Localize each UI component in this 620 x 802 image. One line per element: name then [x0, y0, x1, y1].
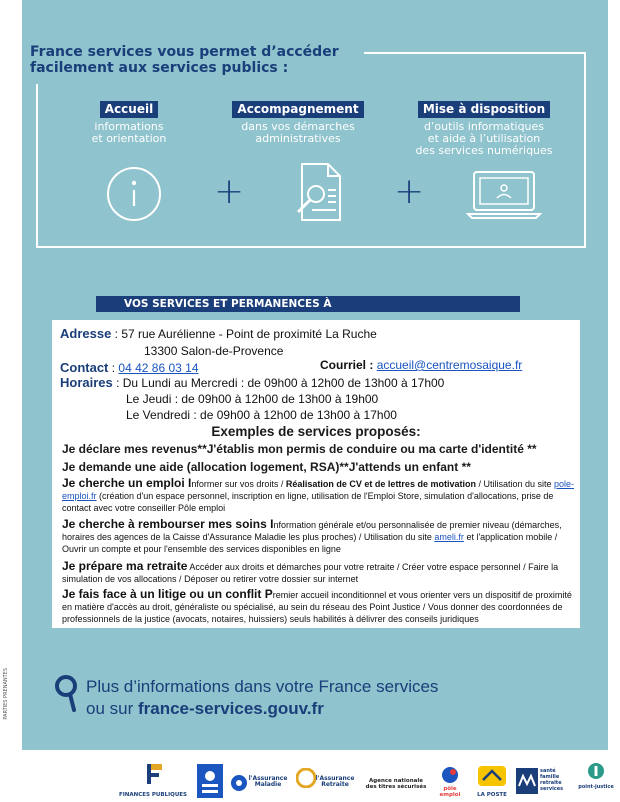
litige-title: Je fais face à un litige ou un conflit P [62, 587, 273, 601]
soins-paragraph [62, 518, 574, 555]
more-info-line1: Plus d’informations dans votre France services [86, 677, 439, 696]
assurance-maladie-logo [230, 760, 288, 802]
pole-emploi-logo [432, 760, 468, 802]
more-info-prefix: ou sur [86, 699, 138, 718]
examples-line1: Je déclare mes revenus**J'établis mon permis de conduire ou ma carte d'identité ** [62, 442, 537, 456]
side-note: PARTIES PRENANTES [3, 668, 9, 720]
ameli-link[interactable]: ameli.fr [434, 532, 464, 542]
email-row [320, 358, 522, 372]
accompagnement-desc-line1: dans vos démarches [241, 120, 355, 133]
soins-text-a: nformation générale et/ou personnalisée de premier niveau (démarches, horaires des agences de la Caisse d'Assurance Maladie les plus proches) / Utilisation du site [62, 520, 562, 542]
ants-logo [364, 760, 428, 802]
address-line2: 13300 Salon-de-Provence [144, 344, 284, 358]
litige-text: remier accueil inconditionnel et vous orienter vers un dispositif de proximité en matière d'accès au droit, généraliste ou spécialisé, au sein du réseau des Point Justice / Vous donner des coordonnées de professionnels de la justice (avocats, notaires, huissiers) seuls habilités à délivrer des conseils juridiques [62, 590, 572, 624]
la-poste-caption: LA POSTE [477, 792, 507, 798]
email-label: Courriel : [320, 358, 374, 372]
hours-line2: Le Jeudi : de 09h00 à 12h00 de 13h00 à 19h00 [126, 392, 379, 406]
finances-publiques-logo [118, 760, 188, 802]
point-justice-logo [576, 760, 616, 802]
emploi-paragraph [62, 477, 574, 514]
assurance-retraite-logo [294, 760, 358, 802]
examples-line2: Je demande une aide (allocation logement, RSA)**J'attends un enfant ** [62, 460, 471, 474]
accueil-desc-line2: et orientation [91, 132, 167, 145]
document-search-icon [288, 160, 350, 224]
litige-paragraph [62, 588, 574, 625]
phone-prefix: : [111, 361, 116, 375]
point-justice-caption: point-justice [578, 784, 614, 790]
accueil-desc-line1: informations [94, 120, 164, 133]
address-line1: : 57 rue Aurélienne - Point de proximité La Ruche [114, 327, 377, 341]
retraite-paragraph [62, 560, 574, 585]
hours-line3: Le Vendredi : de 09h00 à 12h00 de 13h00 à 17h00 [126, 408, 397, 422]
address-row [60, 326, 377, 341]
finances-publiques-caption: FINANCES PUBLIQUES [118, 792, 188, 798]
assurance-retraite-caption: l'Assurance Retraite [315, 775, 355, 788]
la-poste-logo [474, 760, 510, 802]
msa-caption: santé famille retraite services [540, 768, 564, 792]
contact-row [60, 360, 199, 375]
examples-heading: Exemples de services proposés: [211, 424, 421, 439]
france-services-link[interactable]: france-services.gouv.fr [137, 699, 324, 718]
hours-line1: : Du Lundi au Mercredi : de 09h00 à 12h00 de 13h00 à 17h00 [116, 376, 445, 390]
plus-sign-2: + [394, 171, 425, 212]
mise-a-disposition-column [404, 98, 564, 157]
emploi-cv-text: Réalisation de CV et de lettres de motivation [285, 479, 476, 489]
accueil-tag: Accueil [100, 101, 158, 118]
emploi-text-c: (création d'un espace personnel, inscription en ligne, utilisation de l'Emploi Store, simulation d'allocations, prise de contact avec votre conseiller Pôle emploi [62, 491, 554, 513]
mise-desc-line2: et aide à l’utilisation [427, 132, 541, 145]
retraite-text: Accéder aux droits et démarches pour votre retraite / Créer votre espace personnel / Faire la simulation de vos allocations / Déposer ou retirer votre dossier sur internet [62, 562, 559, 584]
info-icon [104, 164, 164, 224]
soins-text-b: et l'application mobile / Ouvrir un compte et pour l'ensemble des services disponibles en ligne [62, 532, 558, 554]
ants-caption: Agence nationale des titres sécurisés [365, 778, 427, 790]
intro-title [30, 44, 350, 76]
services-bar: VOS SERVICES ET PERMANENCES À [96, 296, 520, 312]
assurance-maladie-caption: l'Assurance Maladie [248, 775, 288, 788]
emploi-text-a: nformer sur vos droits / [191, 479, 286, 489]
retraite-title: Je prépare ma retraite [62, 559, 188, 573]
magnifier-icon [54, 674, 80, 714]
caf-logo [196, 760, 224, 802]
more-info [86, 676, 438, 720]
contact-label: Contact [60, 360, 109, 375]
mise-desc-line1: d’outils informatiques [423, 120, 545, 133]
mise-desc-line3: des services numériques [415, 144, 553, 157]
pole-emploi-link[interactable]: pole-emploi.fr [62, 479, 575, 501]
intro-title-line2: facilement aux services publics : [30, 60, 289, 76]
accompagnement-desc-line2: administratives [255, 132, 341, 145]
accueil-column [74, 98, 184, 145]
hours-label: Horaires [60, 375, 113, 390]
email-link[interactable]: accueil@centremosaique.fr [376, 358, 523, 372]
hours-row [60, 375, 444, 390]
accompagnement-tag: Accompagnement [232, 101, 363, 118]
services-card [52, 320, 580, 628]
intro-title-line1: France services vous permet d’accéder [30, 44, 339, 60]
emploi-text-b: / Utilisation du site [475, 479, 554, 489]
emploi-title: Je cherche un emploi I [62, 476, 192, 490]
msa-logo [516, 760, 570, 802]
plus-sign: + [214, 171, 245, 212]
address-label: Adresse [60, 326, 112, 341]
phone-link[interactable]: 04 42 86 03 14 [118, 361, 199, 375]
mise-a-disposition-tag: Mise à disposition [418, 101, 550, 118]
partner-logos [0, 760, 620, 802]
pole-emploi-caption: pôle emploi [439, 786, 461, 798]
laptop-icon [466, 168, 542, 222]
accompagnement-column [228, 98, 368, 145]
soins-title: Je cherche à rembourser mes soins I [62, 517, 274, 531]
